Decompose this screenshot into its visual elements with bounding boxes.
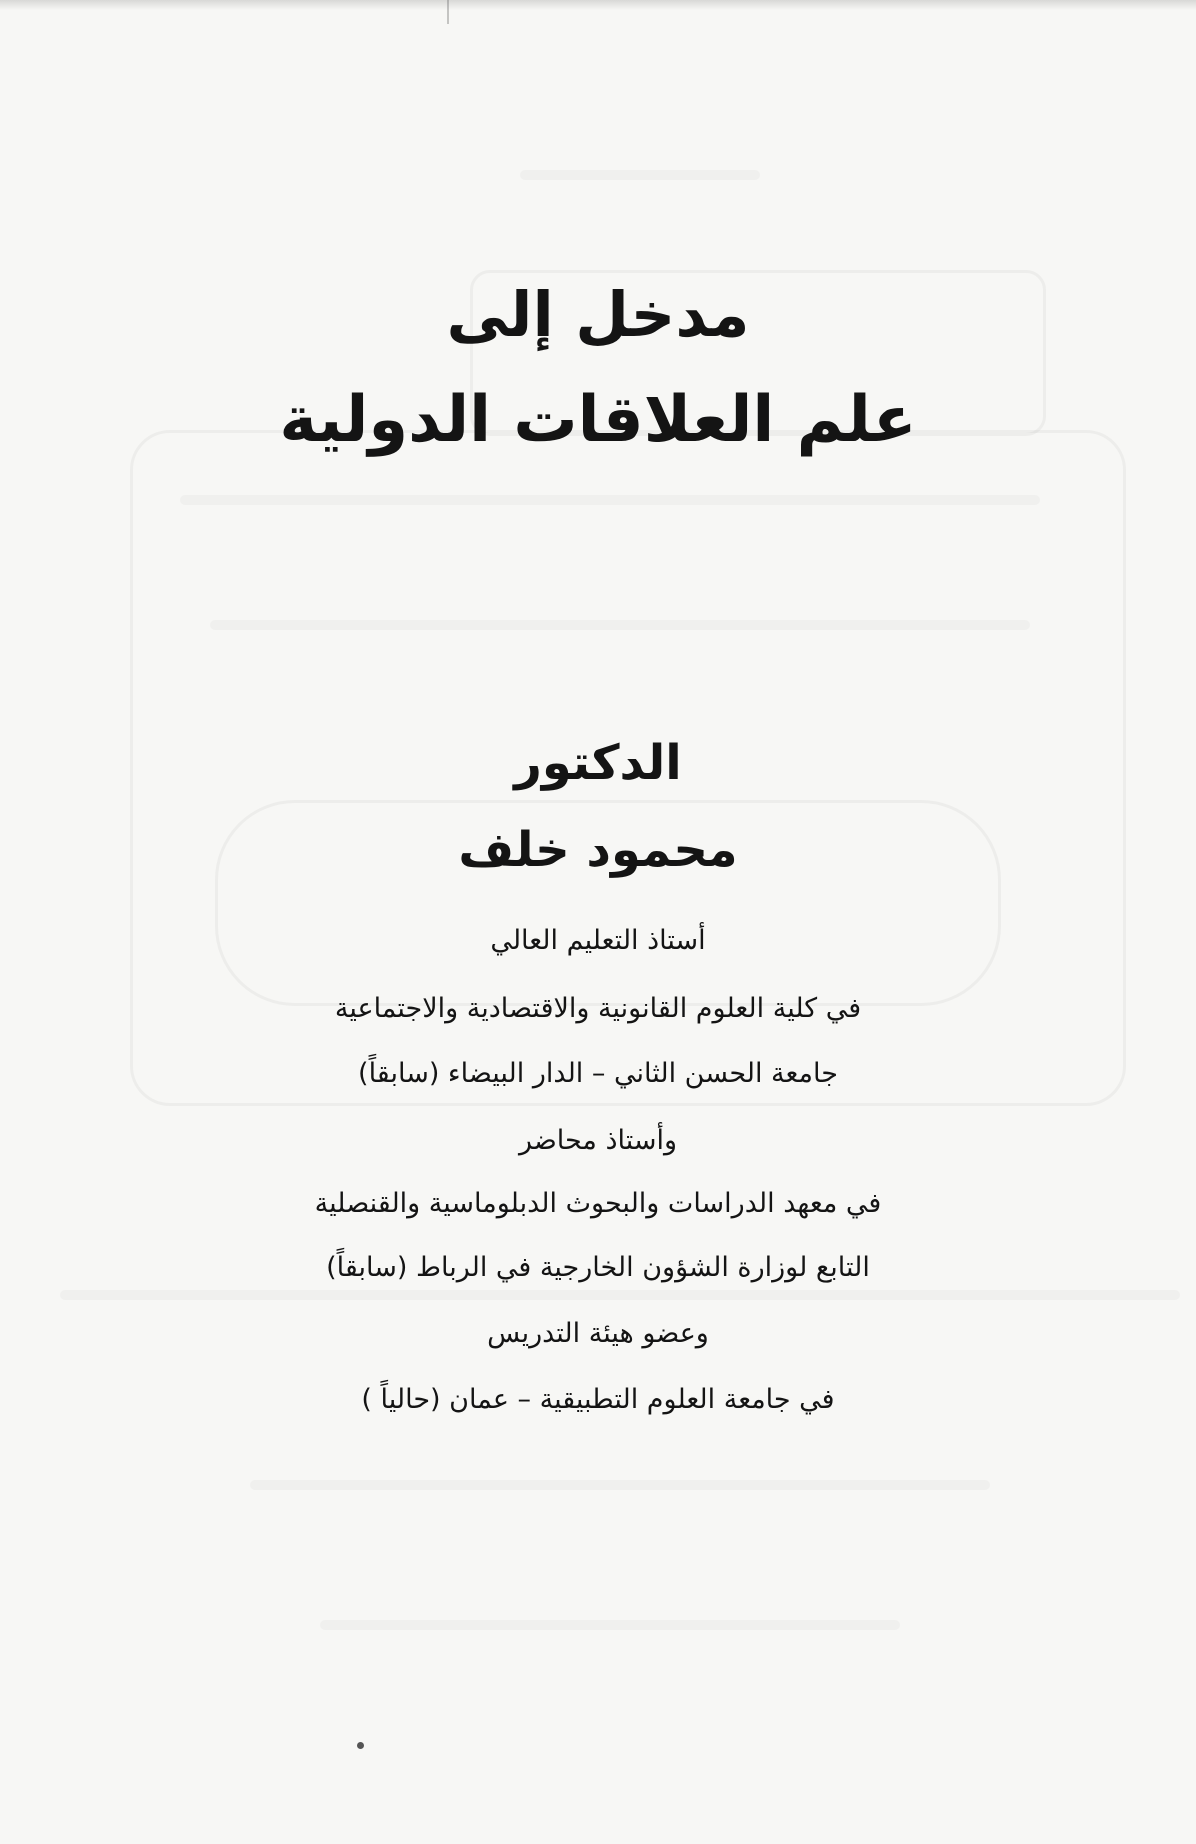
book-title-line-2: علم العلاقات الدولية — [279, 383, 917, 457]
credential-line: جامعة الحسن الثاني – الدار البيضاء (سابقاً) — [358, 1058, 838, 1089]
author-name: محمود خلف — [458, 822, 738, 878]
credential-line: في جامعة العلوم التطبيقية – عمان (حالياً ) — [361, 1384, 835, 1415]
reverse-side-bleed-line — [250, 1480, 990, 1490]
book-title-line-1: مدخل إلى — [446, 278, 750, 351]
credential-line: وعضو هيئة التدريس — [487, 1318, 709, 1349]
page-top-edge — [0, 0, 1196, 10]
credential-line: وأستاذ محاضر — [518, 1125, 678, 1156]
reverse-side-bleed-line — [60, 1290, 1180, 1300]
reverse-side-bleed-line — [320, 1620, 900, 1630]
reverse-side-bleed-line — [180, 495, 1040, 505]
page-edge-mark — [447, 0, 449, 24]
author-rank: الدكتور — [514, 735, 682, 791]
reverse-side-bleed-line — [210, 620, 1030, 630]
credential-line: في كلية العلوم القانونية والاقتصادية والاجتماعية — [334, 993, 862, 1024]
ink-speck — [357, 1742, 364, 1749]
reverse-side-bleed-line — [520, 170, 760, 180]
credential-line: أستاذ التعليم العالي — [490, 925, 706, 956]
credential-line: التابع لوزارة الشؤون الخارجية في الرباط (سابقاً) — [326, 1252, 870, 1283]
credential-line: في معهد الدراسات والبحوث الدبلوماسية والقنصلية — [314, 1188, 882, 1219]
